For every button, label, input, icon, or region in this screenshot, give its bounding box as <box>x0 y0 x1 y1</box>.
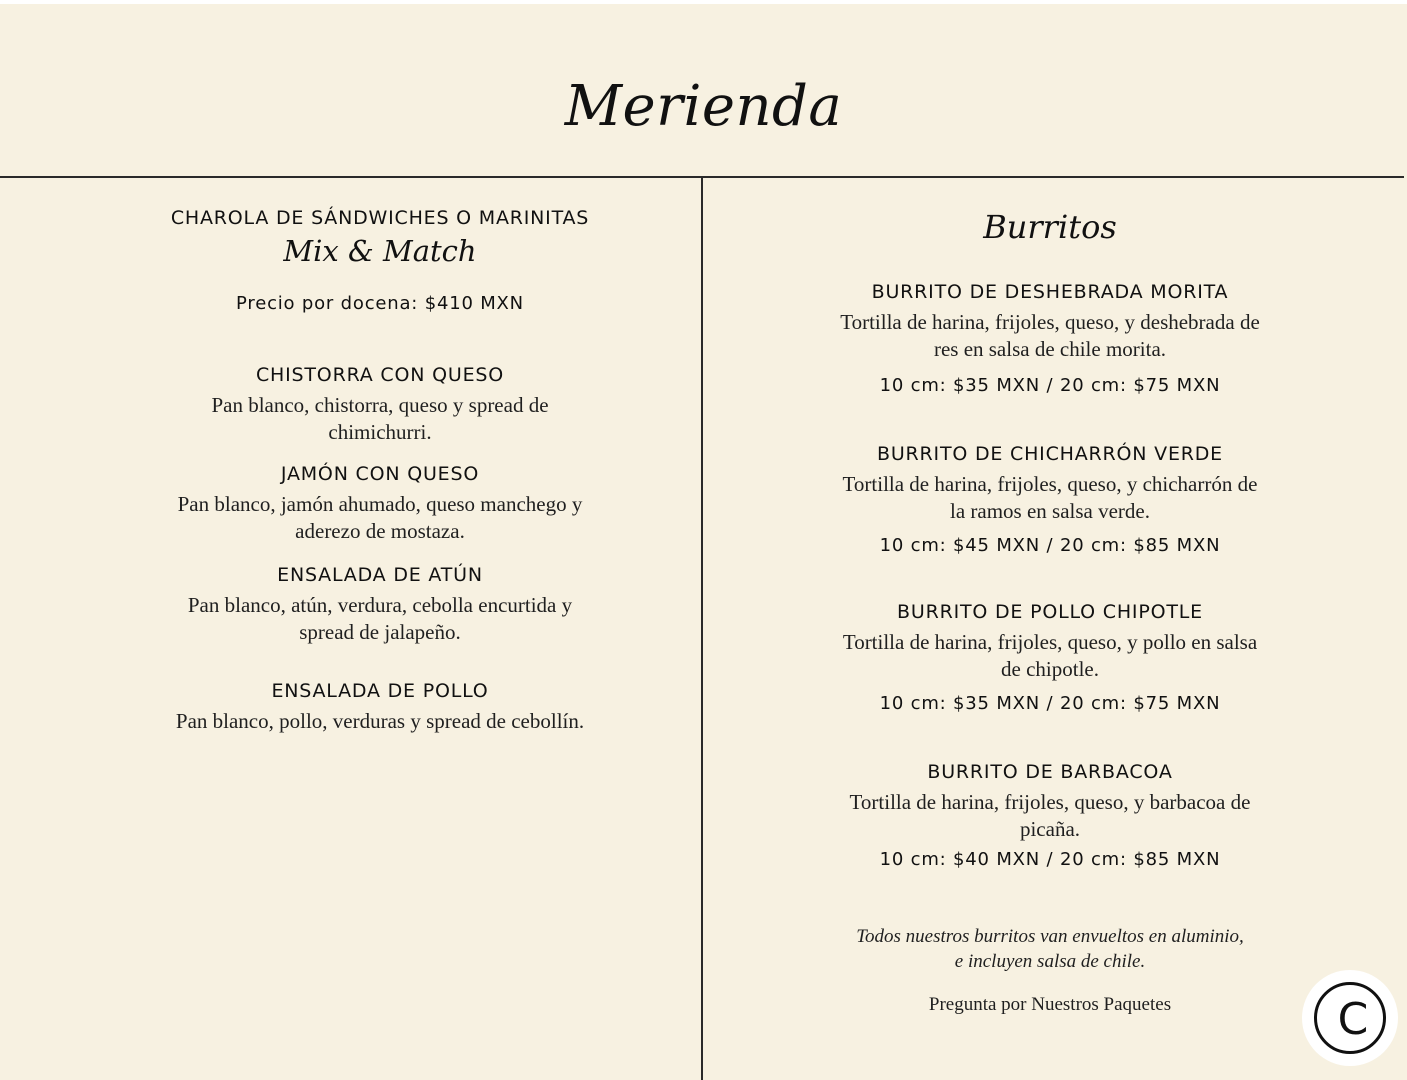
sandwich-column <box>130 4 630 1080</box>
menu-item-description <box>800 789 1300 843</box>
menu-item-name: BURRITO DE POLLO CHIPOTLE <box>897 601 1203 623</box>
description-line: Pan blanco, pollo, verduras y spread de cebollín. <box>175 709 585 733</box>
description-line: de chipotle. <box>1001 657 1099 681</box>
menu-item-description <box>130 592 630 646</box>
copyright-badge <box>1302 970 1398 1066</box>
burrito-section-heading: Burritos <box>983 208 1117 246</box>
packages-note: Pregunta por Nuestros Paquetes <box>928 994 1172 1015</box>
sandwich-section-heading: CHAROLA DE SÁNDWICHES O MARINITAS <box>170 207 590 229</box>
dozen-price: Precio por docena: $410 MXN <box>236 293 524 314</box>
description-line: res en salsa de chile morita. <box>933 337 1167 361</box>
menu-item-description <box>130 708 630 735</box>
menu-item-name: ENSALADA DE POLLO <box>271 680 489 702</box>
description-line: Tortilla de harina, frijoles, queso, y deshebrada de <box>840 310 1260 334</box>
sandwich-section-subheading: Mix & Match <box>283 234 477 268</box>
menu-item-description <box>800 629 1300 683</box>
menu-item-name: BURRITO DE DESHEBRADA MORITA <box>871 281 1229 303</box>
description-line: Tortilla de harina, frijoles, queso, y pollo en salsa <box>842 630 1258 654</box>
description-line: Tortilla de harina, frijoles, queso, y barbacoa de <box>849 790 1251 814</box>
description-line: Tortilla de harina, frijoles, queso, y chicharrón de <box>842 472 1258 496</box>
description-line: aderezo de mostaza. <box>295 519 465 543</box>
column-divider <box>701 176 703 1080</box>
menu-item-description <box>130 491 630 545</box>
menu-item-description <box>800 471 1300 525</box>
description-line: chimichurri. <box>328 420 432 444</box>
burrito-note <box>800 924 1300 974</box>
description-line: la ramos en salsa verde. <box>949 499 1150 523</box>
menu-item-name: CHISTORRA CON QUESO <box>255 364 504 386</box>
description-line: Pan blanco, jamón ahumado, queso manchego y <box>177 492 583 516</box>
menu-item-name: ENSALADA DE ATÚN <box>277 564 483 586</box>
description-line: picaña. <box>1019 817 1081 841</box>
menu-item-price: 10 cm: $35 MXN / 20 cm: $75 MXN <box>879 693 1221 714</box>
menu-item-name: BURRITO DE CHICHARRÓN VERDE <box>877 443 1223 465</box>
menu-page <box>0 4 1407 1080</box>
description-line: Pan blanco, atún, verdura, cebolla encurtida y <box>187 593 573 617</box>
menu-item-name: BURRITO DE BARBACOA <box>927 761 1173 783</box>
menu-item-name: JAMÓN CON QUESO <box>280 463 480 485</box>
note-line: e incluyen salsa de chile. <box>954 951 1146 972</box>
description-line: spread de jalapeño. <box>299 620 461 644</box>
menu-item-description <box>130 392 630 446</box>
menu-item-price: 10 cm: $45 MXN / 20 cm: $85 MXN <box>879 535 1221 556</box>
description-line: Pan blanco, chistorra, queso y spread de <box>211 393 549 417</box>
menu-item-price: 10 cm: $40 MXN / 20 cm: $85 MXN <box>879 849 1221 870</box>
note-line: Todos nuestros burritos van envueltos en aluminio, <box>856 926 1244 947</box>
menu-item-description <box>800 309 1300 363</box>
page-title: Merienda <box>564 74 843 139</box>
burrito-column <box>800 4 1300 1080</box>
menu-item-price: 10 cm: $35 MXN / 20 cm: $75 MXN <box>879 375 1221 396</box>
copyright-icon <box>1314 982 1386 1054</box>
copyright-letter: C <box>1337 994 1369 1045</box>
